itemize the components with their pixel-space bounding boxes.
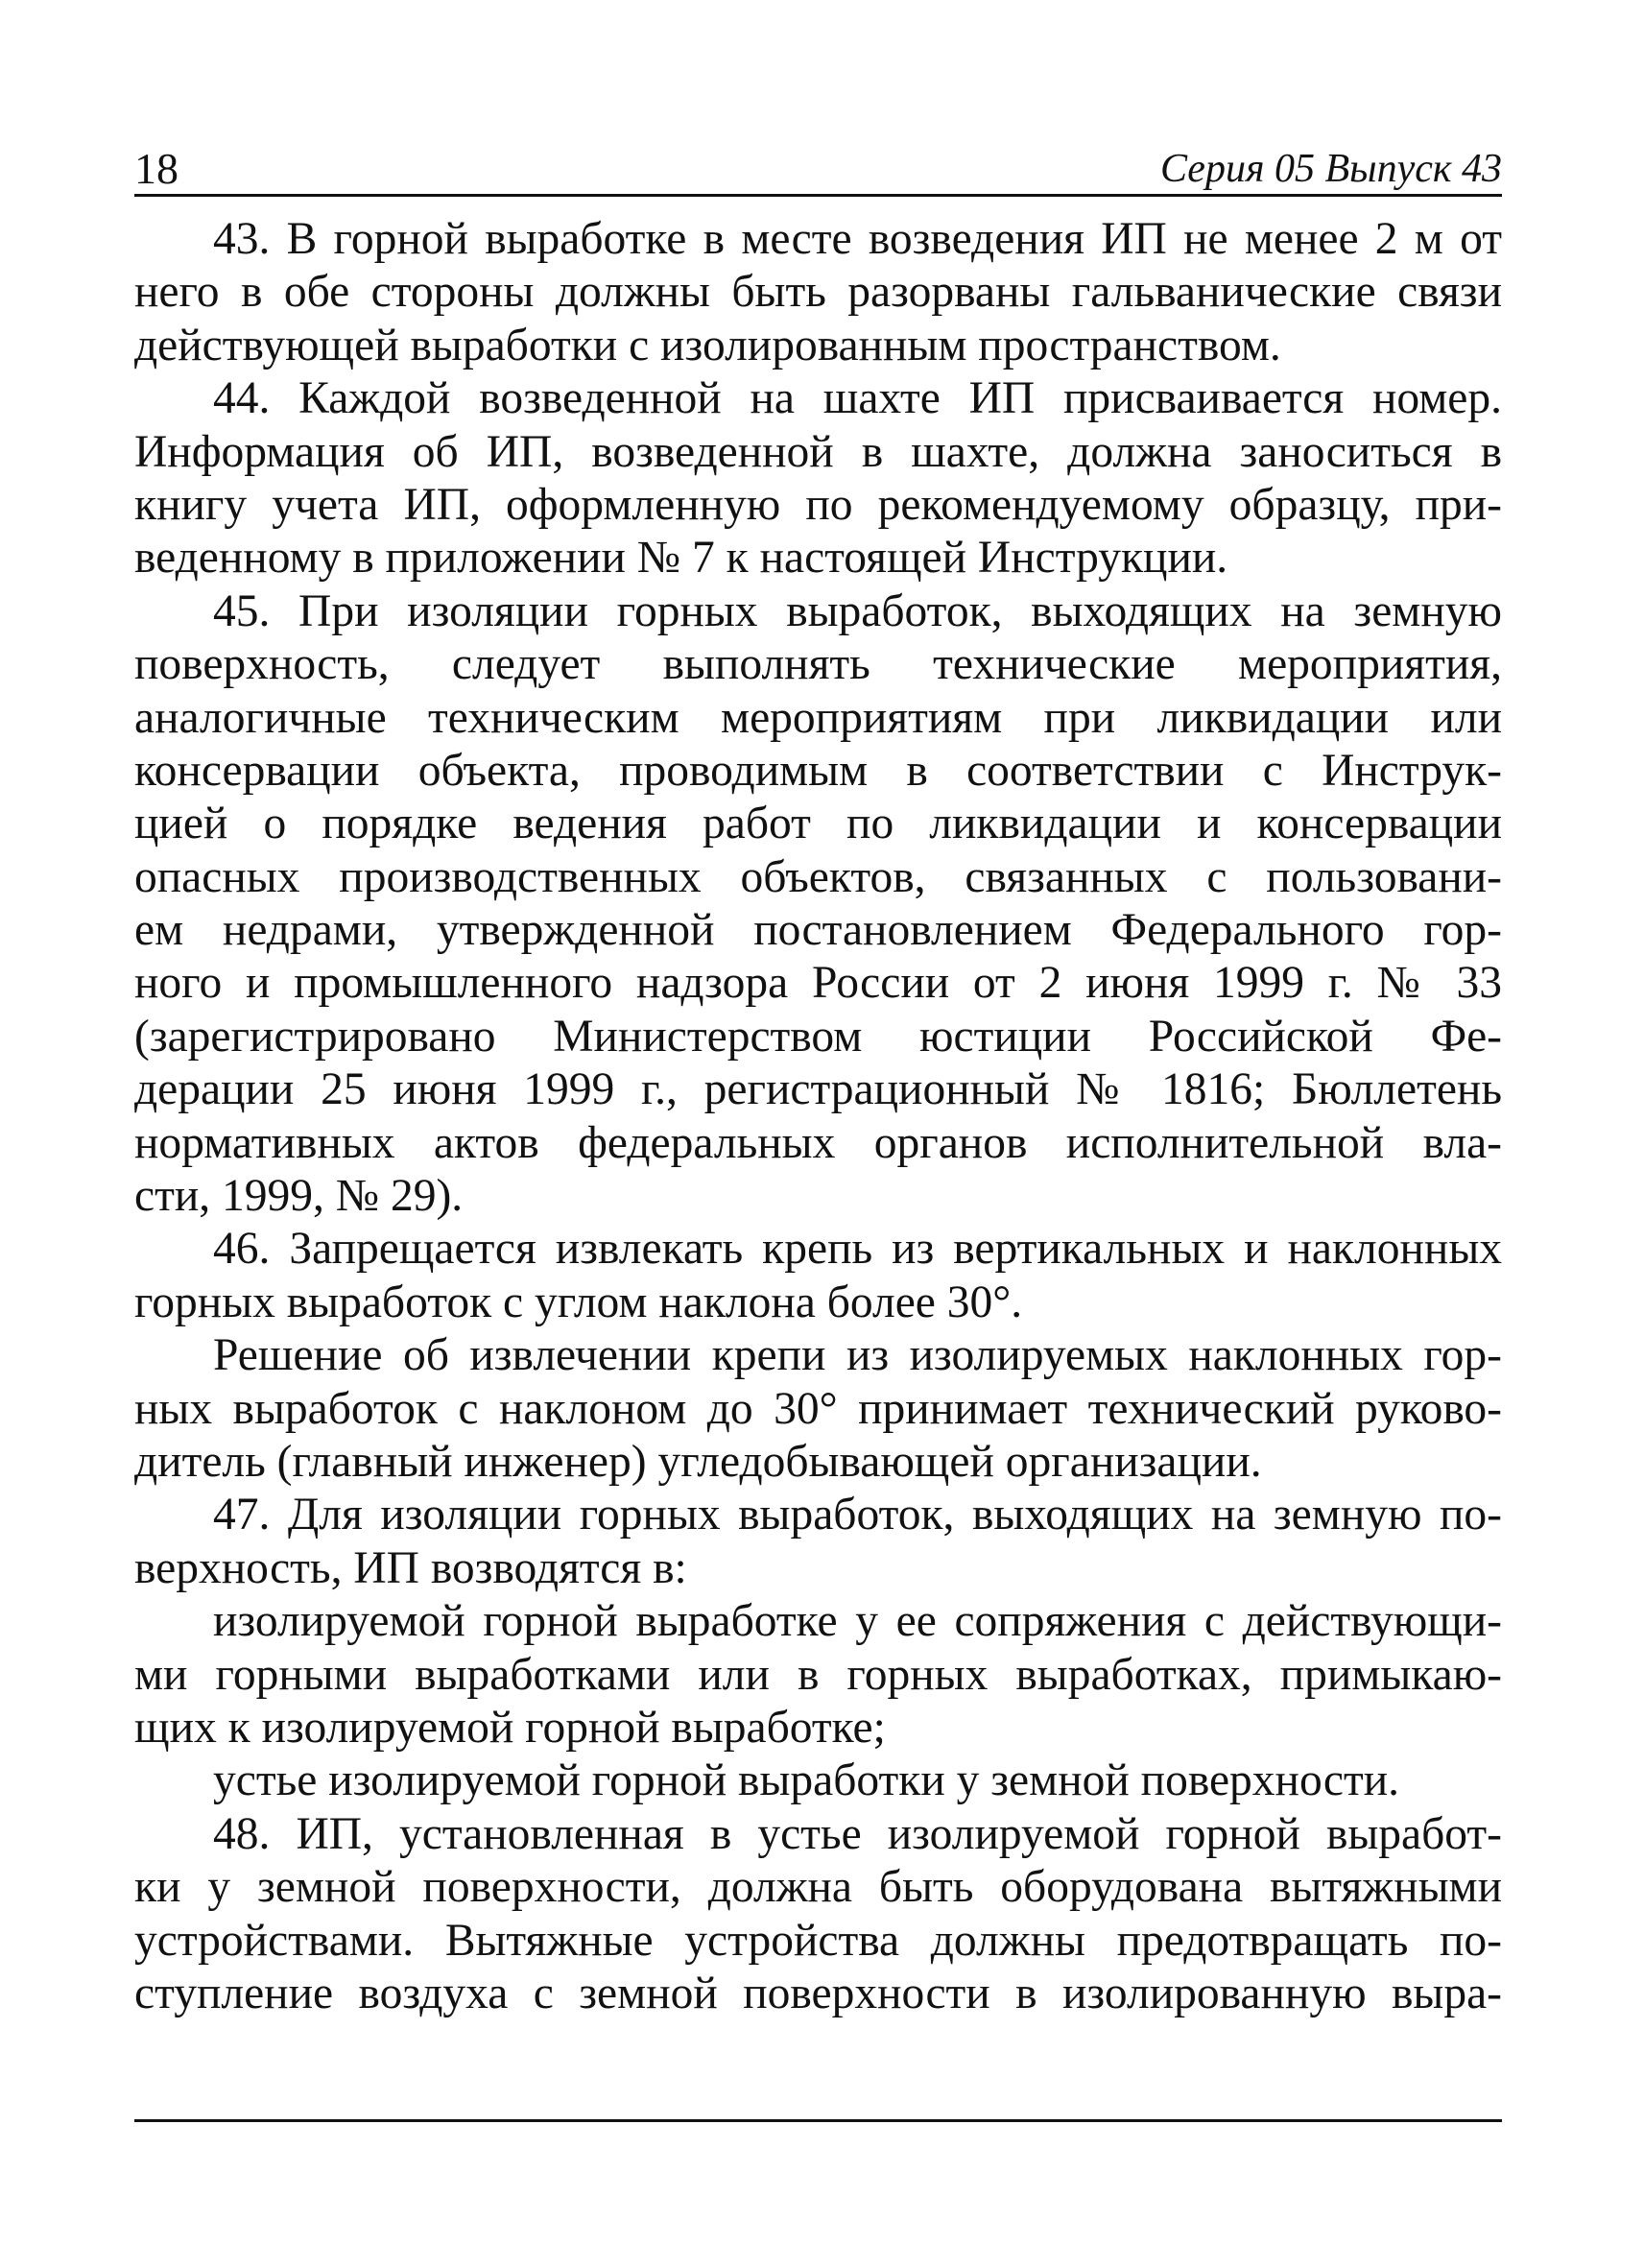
text-line: изолируемой горной выработке у ее сопряжения с действующи- xyxy=(213,1596,1502,1647)
text-line: дерации 25 июня 1999 г., регистрационный № 1816; Бюллетень xyxy=(134,1064,1502,1115)
text-line: 45. При изоляции горных выработок, выходящих на земную xyxy=(213,585,1502,636)
header-divider xyxy=(134,194,1502,197)
text-line: действующей выработки с изолированным пространством. xyxy=(134,320,1281,370)
text-line: (зарегистрировано Министерством юстиции Российской Фе- xyxy=(134,1011,1502,1062)
text-line: ем недрами, утвержденной постановлением Федерального гор- xyxy=(134,905,1502,956)
text-line: ступление воздуха с земной поверхности в изолированную выра- xyxy=(134,1968,1502,2018)
text-line: опасных производственных объектов, связанных с пользовани- xyxy=(134,851,1502,902)
text-line: цией о порядке ведения работ по ликвидации и консервации xyxy=(134,799,1502,849)
text-line: ных выработок с наклоном до 30° принимает технический руково- xyxy=(134,1383,1502,1434)
text-line: книгу учета ИП, оформленную по рекомендуемому образцу, при- xyxy=(134,479,1502,530)
text-line: ного и промышленного надзора России от 2 июня 1999 г. № 33 xyxy=(134,958,1502,1009)
page-header xyxy=(134,144,1502,194)
text-line: горных выработок с углом наклона более 30°. xyxy=(134,1277,1023,1327)
text-line: щих к изолируемой горной выработке; xyxy=(134,1702,886,1753)
text-line: веденному в приложении № 7 к настоящей Инструкции. xyxy=(134,533,1228,584)
text-line: устье изолируемой горной выработки у земной поверхности. xyxy=(213,1755,1400,1806)
text-line: него в обе стороны должны быть разорваны гальванические связи xyxy=(134,267,1502,318)
text-line: устройствами. Вытяжные устройства должны предотвращать по- xyxy=(134,1915,1502,1966)
text-line: 47. Для изоляции горных выработок, выходящих на земную по- xyxy=(213,1490,1502,1540)
document-body xyxy=(134,213,1502,2020)
text-line: дитель (главный инженер) угледобывающей организации. xyxy=(134,1436,1262,1487)
text-line: сти, 1999, № 29). xyxy=(134,1171,464,1222)
text-line: консервации объекта, проводимым в соответствии с Инструк- xyxy=(134,745,1502,796)
text-line: аналогичные техническим мероприятиям при ликвидации или xyxy=(134,692,1502,743)
text-line: 44. Каждой возведенной на шахте ИП присваивается номер. xyxy=(213,373,1502,424)
text-line: поверхность, следует выполнять технические мероприятия, xyxy=(134,639,1502,690)
text-line: 46. Запрещается извлекать крепь из вертикальных и наклонных xyxy=(213,1224,1502,1275)
text-line: ми горными выработками или в горных выработках, примыкаю- xyxy=(134,1649,1502,1700)
running-title: Серия 05 Выпуск 43 xyxy=(1160,147,1502,191)
text-line: Решение об извлечении крепи из изолируемых наклонных гор- xyxy=(213,1330,1502,1381)
text-line: ки у земной поверхности, должна быть оборудована вытяжными xyxy=(134,1862,1502,1913)
text-line: нормативных актов федеральных органов исполнительной вла- xyxy=(134,1117,1502,1168)
page-number: 18 xyxy=(134,144,179,193)
text-line: верхность, ИП возводятся в: xyxy=(134,1542,687,1593)
text-line: 48. ИП, установленная в устье изолируемой горной выработ- xyxy=(213,1808,1502,1859)
footer-divider xyxy=(134,2119,1502,2122)
text-line: 43. В горной выработке в месте возведения ИП не менее 2 м от xyxy=(213,214,1502,264)
text-line: Информация об ИП, возведенной в шахте, должна заноситься в xyxy=(134,426,1502,477)
